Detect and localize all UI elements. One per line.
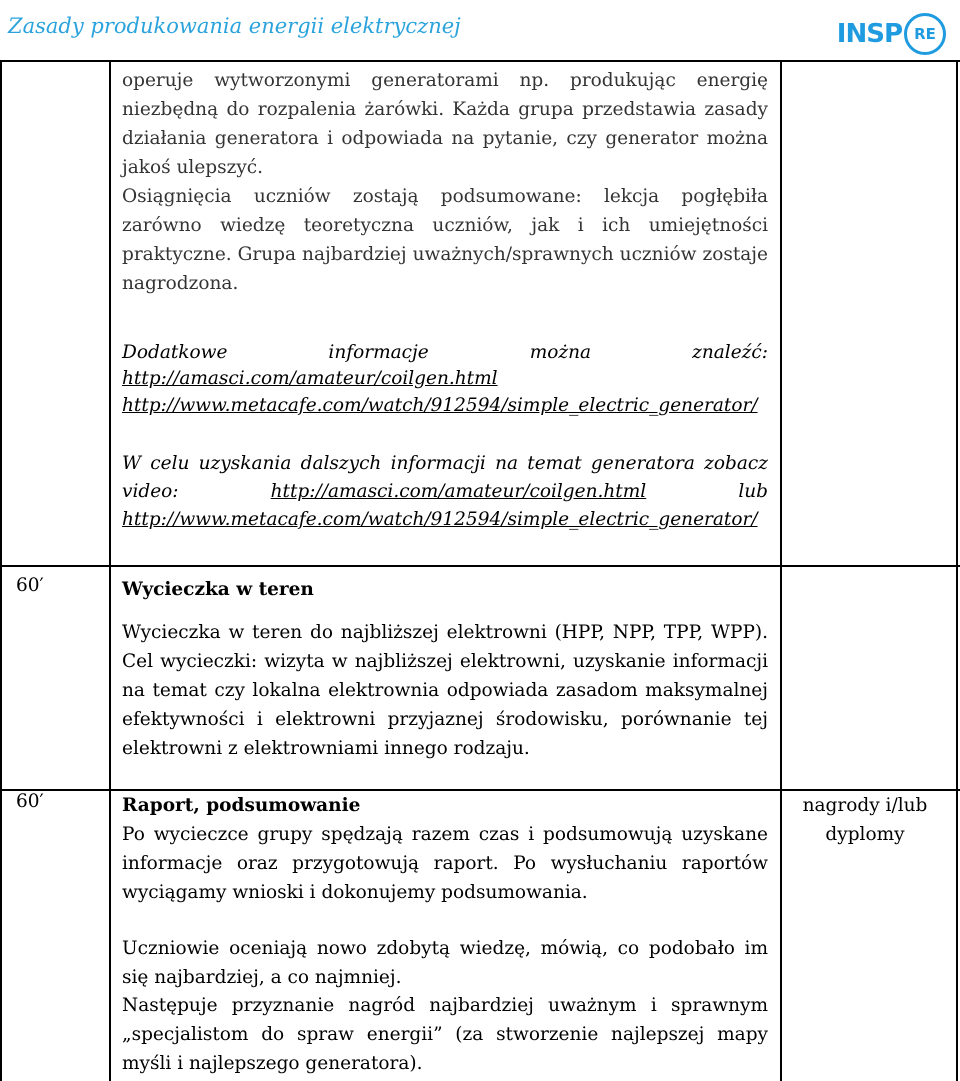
- reward-paragraph: praktyczne. Grupa najbardziej uważnych/sprawnych uczniów zostaje nagrodzona.: [122, 244, 768, 294]
- column-divider: [109, 60, 111, 1081]
- video-link-amasci[interactable]: http://amasci.com/amateur/coilgen.html: [270, 481, 647, 502]
- report-paragraph-2: Uczniowie oceniają nowo zdobytą wiedzę, mówią, co podobało im się najbardziej, a co najmniej.: [122, 938, 768, 988]
- report-duration: 60′: [16, 791, 44, 812]
- row-divider: [0, 565, 960, 567]
- link-metacafe-text[interactable]: http://www.metacafe.com/watch/912594/simple_electric_generator/: [122, 395, 758, 416]
- link-metacafe[interactable]: [122, 391, 768, 420]
- video-info-line: W celu uzyskania dalszych informacji na temat generatora zobacz: [122, 453, 768, 474]
- inspire-logo: [837, 6, 946, 62]
- link-amasci-text[interactable]: http://amasci.com/amateur/coilgen.html: [122, 368, 498, 389]
- logo-text: INSP: [836, 19, 902, 49]
- report-heading: Raport, podsumowanie: [122, 795, 361, 816]
- table-left-border: [0, 60, 2, 1081]
- trip-heading: Wycieczka w teren: [122, 579, 314, 600]
- report-paragraph-3: Następuje przyznanie nagród najbardziej uważnym i sprawnym „specjalistom do spraw energii” (za stworzenie najlepszej mapy myśli i najlepszego generatora).: [122, 995, 768, 1074]
- table-top-border: [0, 60, 960, 62]
- trip-duration: 60′: [16, 575, 44, 596]
- awards-note: nagrody i/lub dyplomy: [802, 795, 928, 845]
- video-suffix: lub: [738, 481, 768, 502]
- video-link-metacafe-line[interactable]: [122, 505, 768, 534]
- link-amasci[interactable]: [122, 364, 768, 393]
- video-link-metacafe[interactable]: http://www.metacafe.com/watch/912594/simple_electric_generator/: [122, 509, 758, 530]
- video-prefix: video:: [122, 481, 179, 502]
- table-right-border: [956, 60, 958, 1081]
- trip-description: Wycieczka w teren do najbliższej elektrowni (HPP, NPP, TPP, WPP). Cel wycieczki: wizyta w najbliższej elektrowni, uzyskanie informacji na temat czy lokalna elektrownia odpowiada zasadom maksymalnej efektywności i elektrowni przyjaznej środowisku, porównanie tej elektrowni z elektrowniami innego rodzaju.: [122, 622, 768, 759]
- column-divider: [780, 60, 782, 1081]
- additional-info-label: Dodatkowe informacje można znaleźć:: [122, 342, 768, 363]
- achievements-paragraph: Osiągnięcia uczniów zostają podsumowane: lekcja pogłębiła zarówno wiedzę teoretyczna uczniów, jak i ich umiejętności: [122, 186, 768, 236]
- video-links-line: [122, 477, 768, 506]
- document-header-title: Zasady produkowania energii elektrycznej: [8, 14, 461, 38]
- generator-summary-paragraph: operuje wytworzonymi generatorami np. produkując energię niezbędną do rozpalenia żarówki. Każda grupa przedstawia zasady działania generatora i odpowiada na pytanie, czy generator można jakoś ulepszyć.: [122, 70, 768, 178]
- logo-circle: RE: [904, 13, 946, 55]
- report-paragraph-1: Po wycieczce grupy spędzają razem czas i podsumowują uzyskane informacje oraz przygotowują raport. Po wysłuchaniu raportów wyciągamy wnioski i dokonujemy podsumowania.: [122, 824, 768, 903]
